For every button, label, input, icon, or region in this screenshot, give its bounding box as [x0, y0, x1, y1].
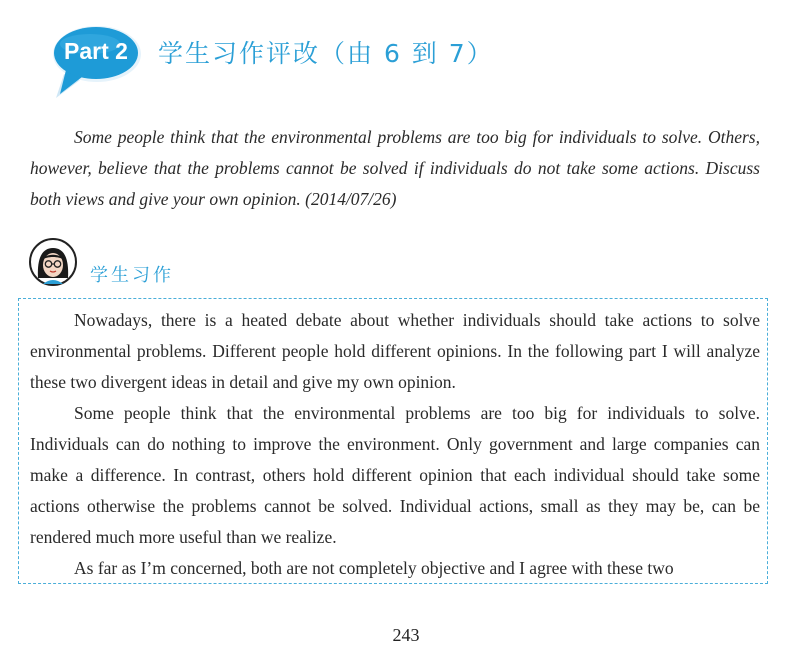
part-badge — [50, 24, 142, 82]
essay-paragraph-2: Some people think that the environmental problems are too big for individuals to solve. Individuals can do nothing to improve the environment. Only government and large companies can make a difference. In contrast, others hold different opinion that each individual should take some actions otherwise the problems cannot be solved. Individual actions, small as they may be, can be rendered much more useful than we realize. — [30, 403, 760, 547]
question-prompt: Some people think that the environmental problems are too big for individuals to solve. Others, however, believe that the problems cannot be solved if individuals do not take some actions. Discuss both views and give your own opinion. (2014/07/26) — [30, 127, 760, 209]
essay-paragraph-3: As far as I’m concerned, both are not completely objective and I agree with these two — [74, 558, 674, 578]
page-number: 243 — [392, 625, 420, 645]
essay-box — [18, 298, 768, 584]
part-title: 学生习作评改（由 6 到 7） — [158, 39, 494, 68]
badge-label: Part 2 — [64, 38, 128, 64]
student-avatar-icon — [29, 238, 77, 286]
section-label: 学生习作 — [90, 265, 174, 286]
essay-paragraph-1: Nowadays, there is a heated debate about whether individuals should take actions to solve environmental problems. Different people hold different opinions. In the following part I will analyze these two divergent ideas in detail and give my own opinion. — [30, 310, 760, 392]
